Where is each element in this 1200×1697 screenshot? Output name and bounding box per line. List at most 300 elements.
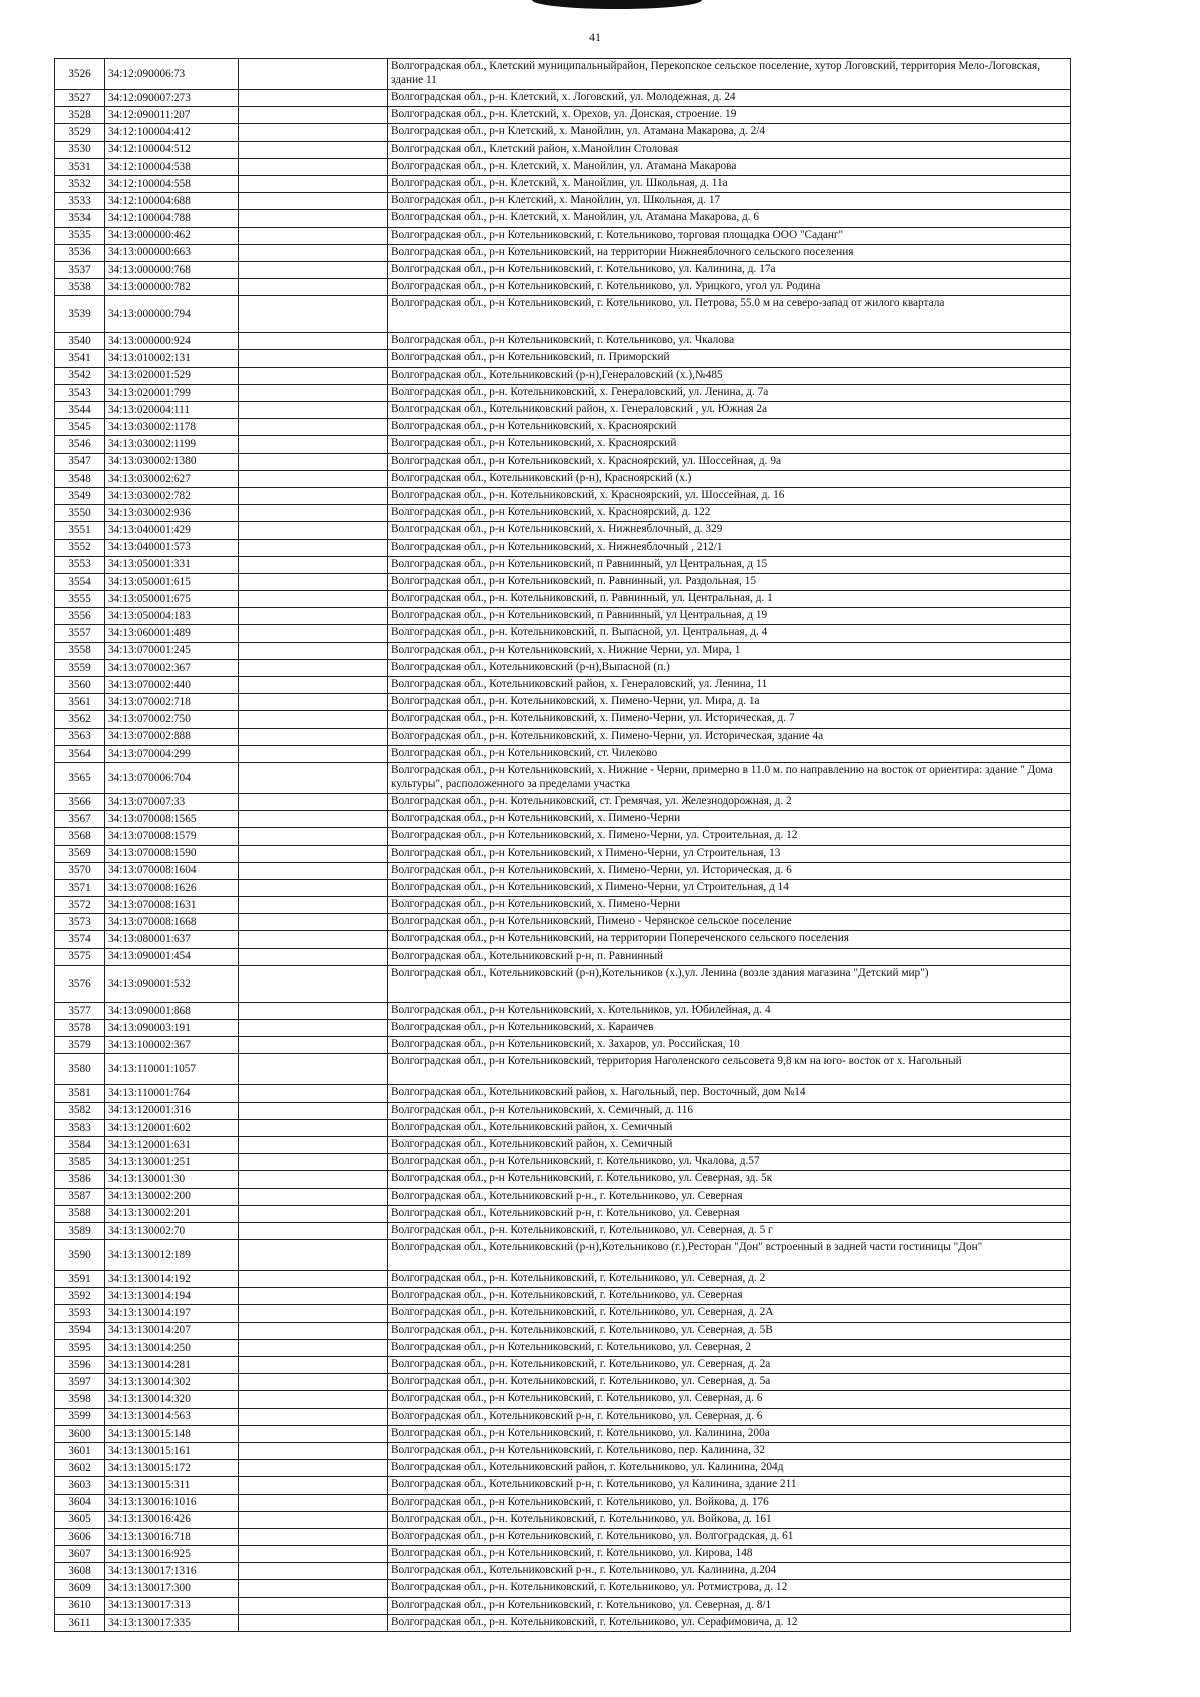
blank-cell — [239, 1442, 388, 1459]
row-number: 3540 — [55, 333, 105, 350]
address-cell: Волгоградская обл., Котельниковский р-н., г. Котельниково, ул. Северная — [388, 1188, 1071, 1205]
blank-cell — [239, 279, 388, 296]
row-number: 3606 — [55, 1528, 105, 1545]
cadastral-number: 34:13:020001:799 — [105, 384, 239, 401]
table-row — [55, 625, 1071, 642]
blank-cell — [239, 367, 388, 384]
table-row — [55, 556, 1071, 573]
address-cell: Волгоградская обл., р-н Котельниковский, г. Котельниково, ул. Петрова, 55.0 м на северо-запад от жилого квартала — [388, 296, 1071, 333]
address-cell: Волгоградская обл., р-н. Котельниковский, х. Пимено-Черни, ул. Мира, д. 1а — [388, 694, 1071, 711]
row-number: 3568 — [55, 828, 105, 845]
row-number: 3567 — [55, 811, 105, 828]
table-row — [55, 505, 1071, 522]
row-number: 3546 — [55, 436, 105, 453]
cadastral-number: 34:13:070008:1590 — [105, 845, 239, 862]
row-number: 3598 — [55, 1391, 105, 1408]
cadastral-number: 34:13:130016:1016 — [105, 1494, 239, 1511]
address-cell: Волгоградская обл., р-н Котельниковский, х. Пимено-Черни, ул. Историческая, д. 6 — [388, 862, 1071, 879]
cadastral-number: 34:13:030002:1178 — [105, 419, 239, 436]
cadastral-number: 34:13:010002:131 — [105, 350, 239, 367]
address-cell: Волгоградская обл., р-н. Котельниковский, г. Котельниково, ул. Северная, д. 5а — [388, 1374, 1071, 1391]
blank-cell — [239, 90, 388, 107]
table-row — [55, 711, 1071, 728]
cadastral-number: 34:13:130016:718 — [105, 1528, 239, 1545]
table-row — [55, 1614, 1071, 1631]
row-number: 3557 — [55, 625, 105, 642]
row-number: 3530 — [55, 141, 105, 158]
row-number: 3549 — [55, 487, 105, 504]
blank-cell — [239, 828, 388, 845]
address-cell: Волгоградская обл., Котельниковский р-н, г. Котельниково, ул Калинина, здание 211 — [388, 1477, 1071, 1494]
address-cell: Волгоградская обл., Котельниковский (р-н),Выпасной (п.) — [388, 659, 1071, 676]
cadastral-number: 34:13:130014:194 — [105, 1288, 239, 1305]
row-number: 3596 — [55, 1357, 105, 1374]
address-cell: Волгоградская обл., р-н. Котельниковский, п. Выпасной, ул. Центральная, д. 4 — [388, 625, 1071, 642]
address-cell: Волгоградская обл., р-н Котельниковский, х. Нижние Черни, ул. Мира, 1 — [388, 642, 1071, 659]
row-number: 3601 — [55, 1442, 105, 1459]
blank-cell — [239, 1288, 388, 1305]
address-cell: Волгоградская обл., Котельниковский р-н, п. Равнинный — [388, 948, 1071, 965]
row-number: 3526 — [55, 59, 105, 90]
table-row — [55, 1322, 1071, 1339]
cadastral-number: 34:13:020001:529 — [105, 367, 239, 384]
table-row — [55, 1425, 1071, 1442]
table-row — [55, 965, 1071, 1002]
cadastral-number: 34:13:130015:172 — [105, 1460, 239, 1477]
blank-cell — [239, 862, 388, 879]
address-cell: Волгоградская обл., р-н Котельниковский, ст. Чилеково — [388, 745, 1071, 762]
blank-cell — [239, 1002, 388, 1019]
blank-cell — [239, 965, 388, 1002]
blank-cell — [239, 453, 388, 470]
blank-cell — [239, 556, 388, 573]
cadastral-number: 34:13:130014:207 — [105, 1322, 239, 1339]
address-cell: Волгоградская обл., р-н Котельниковский, п Равнинный, ул Центральная, д 19 — [388, 608, 1071, 625]
table-row — [55, 1037, 1071, 1054]
table-row — [55, 828, 1071, 845]
address-cell: Волгоградская обл., р-н Котельниковский, на территории Попереченского сельского поселения — [388, 931, 1071, 948]
address-cell: Волгоградская обл., р-н. Котельниковский, ст. Гремячая, ул. Железнодорожная, д. 2 — [388, 793, 1071, 810]
address-cell: Волгоградская обл., р-н Котельниковский, г. Котельниково, торговая площадка ООО "Саданг" — [388, 227, 1071, 244]
address-cell: Волгоградская обл., р-н. Клетский, х. Манойлин, ул. Атамана Макарова, д. 6 — [388, 210, 1071, 227]
address-cell: Волгоградская обл., р-н Котельниковский, х Пимено-Черни, ул Строительная, д 14 — [388, 879, 1071, 896]
blank-cell — [239, 1511, 388, 1528]
cadastral-number: 34:13:120001:602 — [105, 1119, 239, 1136]
table-row — [55, 227, 1071, 244]
row-number: 3607 — [55, 1546, 105, 1563]
address-cell: Волгоградская обл., р-н Котельниковский, х. Нижние - Черни, примерно в 11.0 м. по направлению на восток от ориентира: здание " Дома культуры", расположенного за пределами участка — [388, 762, 1071, 793]
table-row — [55, 141, 1071, 158]
table-row — [55, 1085, 1071, 1102]
address-cell: Волгоградская обл., р-н Котельниковский, г. Котельниково, ул. Кирова, 148 — [388, 1546, 1071, 1563]
table-row — [55, 1188, 1071, 1205]
address-cell: Волгоградская обл., р-н Котельниковский, х. Красноярский, д. 122 — [388, 505, 1071, 522]
table-row — [55, 419, 1071, 436]
address-cell: Волгоградская обл., р-н Котельниковский, на территории Нижнеяблочного сельского поселения — [388, 244, 1071, 261]
row-number: 3610 — [55, 1597, 105, 1614]
address-cell: Волгоградская обл., р-н. Котельниковский, х. Красноярский, ул. Шоссейная, д. 16 — [388, 487, 1071, 504]
table-row — [55, 1240, 1071, 1271]
row-number: 3586 — [55, 1171, 105, 1188]
blank-cell — [239, 1322, 388, 1339]
address-cell: Волгоградская обл., Котельниковский р-н, г. Котельниково, ул. Северная — [388, 1205, 1071, 1222]
row-number: 3554 — [55, 573, 105, 590]
row-number: 3543 — [55, 384, 105, 401]
cadastral-number: 34:13:130014:563 — [105, 1408, 239, 1425]
cadastral-number: 34:13:070002:750 — [105, 711, 239, 728]
cadastral-number: 34:13:070007:33 — [105, 793, 239, 810]
address-cell: Волгоградская обл., р-н Котельниковский, г. Котельниково, ул. Чкалова, д.57 — [388, 1154, 1071, 1171]
blank-cell — [239, 227, 388, 244]
address-cell: Волгоградская обл., р-н. Котельниковский, г. Котельниково, ул. Войкова, д. 161 — [388, 1511, 1071, 1528]
row-number: 3548 — [55, 470, 105, 487]
address-cell: Волгоградская обл., р-н. Котельниковский, г. Котельниково, ул. Серафимовича, д. 12 — [388, 1614, 1071, 1631]
page-number: 41 — [589, 30, 601, 44]
address-cell: Волгоградская обл., р-н Котельниковский, х. Захаров, ул. Российская, 10 — [388, 1037, 1071, 1054]
blank-cell — [239, 677, 388, 694]
cadastral-number: 34:13:130016:426 — [105, 1511, 239, 1528]
blank-cell — [239, 1528, 388, 1545]
cadastral-number: 34:12:100004:538 — [105, 158, 239, 175]
row-number: 3537 — [55, 261, 105, 278]
table-row — [55, 1580, 1071, 1597]
row-number: 3553 — [55, 556, 105, 573]
table-row — [55, 487, 1071, 504]
row-number: 3556 — [55, 608, 105, 625]
table-row — [55, 677, 1071, 694]
cadastral-number: 34:13:130017:300 — [105, 1580, 239, 1597]
row-number: 3527 — [55, 90, 105, 107]
row-number: 3533 — [55, 193, 105, 210]
address-cell: Волгоградская обл., Котельниковский район, х. Семичный — [388, 1119, 1071, 1136]
blank-cell — [239, 762, 388, 793]
table-row — [55, 90, 1071, 107]
cadastral-number: 34:13:130002:70 — [105, 1222, 239, 1239]
cadastral-number: 34:13:050001:615 — [105, 573, 239, 590]
address-cell: Волгоградская обл., р-н. Котельниковский, г. Котельниково, ул. Северная, д. 2 — [388, 1271, 1071, 1288]
row-number: 3531 — [55, 158, 105, 175]
table-row — [55, 1339, 1071, 1356]
row-number: 3595 — [55, 1339, 105, 1356]
blank-cell — [239, 811, 388, 828]
table-row — [55, 436, 1071, 453]
cadastral-number: 34:13:050004:183 — [105, 608, 239, 625]
address-cell: Волгоградская обл., р-н. Клетский, х. Манойлин, ул. Школьная, д. 11а — [388, 175, 1071, 192]
row-number: 3603 — [55, 1477, 105, 1494]
table-row — [55, 1020, 1071, 1037]
cadastral-number: 34:13:110001:764 — [105, 1085, 239, 1102]
row-number: 3562 — [55, 711, 105, 728]
blank-cell — [239, 333, 388, 350]
table-row — [55, 914, 1071, 931]
cadastral-number: 34:13:060001:489 — [105, 625, 239, 642]
table-row — [55, 59, 1071, 90]
address-cell: Волгоградская обл., р-н. Котельниковский, х. Пимено-Черни, ул. Историческая, здание 4а — [388, 728, 1071, 745]
blank-cell — [239, 1374, 388, 1391]
blank-cell — [239, 402, 388, 419]
cadastral-number: 34:13:090003:191 — [105, 1020, 239, 1037]
cadastral-number: 34:13:070008:1579 — [105, 828, 239, 845]
table-row — [55, 608, 1071, 625]
address-cell: Волгоградская обл., р-н Котельниковский, г. Котельниково, пер. Калинина, 32 — [388, 1442, 1071, 1459]
cadastral-number: 34:13:070008:1604 — [105, 862, 239, 879]
row-number: 3532 — [55, 175, 105, 192]
table-row — [55, 279, 1071, 296]
cadastral-number: 34:13:050001:331 — [105, 556, 239, 573]
row-number: 3570 — [55, 862, 105, 879]
row-number: 3578 — [55, 1020, 105, 1037]
address-cell: Волгоградская обл., р-н Клетский, х. Манойлин, ул. Атамана Макарова, д. 2/4 — [388, 124, 1071, 141]
table-row — [55, 367, 1071, 384]
table-row — [55, 1528, 1071, 1545]
address-cell: Волгоградская обл., Котельниковский район, г. Котельниково, ул. Калинина, 204д — [388, 1460, 1071, 1477]
row-number: 3609 — [55, 1580, 105, 1597]
address-cell: Волгоградская обл., Котельниковский (р-н),Котельников (х.),ул. Ленина (возле здания магазина "Детский мир") — [388, 965, 1071, 1002]
row-number: 3575 — [55, 948, 105, 965]
row-number: 3605 — [55, 1511, 105, 1528]
blank-cell — [239, 694, 388, 711]
address-cell: Волгоградская обл., р-н Котельниковский, п. Равнинный, ул. Раздольная, 15 — [388, 573, 1071, 590]
row-number: 3561 — [55, 694, 105, 711]
row-number: 3574 — [55, 931, 105, 948]
address-cell: Волгоградская обл., Котельниковский район, х. Семичный — [388, 1136, 1071, 1153]
table-row — [55, 1288, 1071, 1305]
address-cell: Волгоградская обл., р-н Котельниковский, х. Красноярский — [388, 419, 1071, 436]
cadastral-number: 34:12:090011:207 — [105, 107, 239, 124]
address-cell: Волгоградская обл., р-н Котельниковский, х. Семичный, д. 116 — [388, 1102, 1071, 1119]
cadastral-number: 34:13:040001:429 — [105, 522, 239, 539]
cadastral-number: 34:13:030002:936 — [105, 505, 239, 522]
row-number: 3572 — [55, 897, 105, 914]
address-cell: Волгоградская обл., р-н Котельниковский, х Пимено-Черни, ул Строительная, 13 — [388, 845, 1071, 862]
row-number: 3584 — [55, 1136, 105, 1153]
blank-cell — [239, 1171, 388, 1188]
cadastral-number: 34:12:090006:73 — [105, 59, 239, 90]
cadastral-number: 34:12:100004:412 — [105, 124, 239, 141]
row-number: 3594 — [55, 1322, 105, 1339]
row-number: 3581 — [55, 1085, 105, 1102]
table-row — [55, 261, 1071, 278]
table-row — [55, 845, 1071, 862]
row-number: 3565 — [55, 762, 105, 793]
blank-cell — [239, 1477, 388, 1494]
cadastral-number: 34:13:130014:197 — [105, 1305, 239, 1322]
blank-cell — [239, 573, 388, 590]
blank-cell — [239, 591, 388, 608]
cadastral-number: 34:13:090001:454 — [105, 948, 239, 965]
table-row — [55, 1205, 1071, 1222]
address-cell: Волгоградская обл., р-н. Котельниковский, г. Котельниково, ул. Северная, д. 2а — [388, 1357, 1071, 1374]
cadastral-number: 34:13:130016:925 — [105, 1546, 239, 1563]
blank-cell — [239, 1271, 388, 1288]
cadastral-number: 34:13:070002:440 — [105, 677, 239, 694]
cadastral-number: 34:13:110001:1057 — [105, 1054, 239, 1085]
blank-cell — [239, 1085, 388, 1102]
address-cell: Волгоградская обл., Котельниковский (р-н), Красноярский (х.) — [388, 470, 1071, 487]
blank-cell — [239, 175, 388, 192]
row-number: 3528 — [55, 107, 105, 124]
cadastral-number: 34:13:070002:367 — [105, 659, 239, 676]
address-cell: Волгоградская обл., Котельниковский район, х. Нагольный, пер. Восточный, дом №14 — [388, 1085, 1071, 1102]
blank-cell — [239, 350, 388, 367]
blank-cell — [239, 1305, 388, 1322]
blank-cell — [239, 728, 388, 745]
table-row — [55, 1357, 1071, 1374]
table-row — [55, 1102, 1071, 1119]
blank-cell — [239, 487, 388, 504]
address-cell: Волгоградская обл., р-н. Клетский, х. Логовский, ул. Молодежная, д. 24 — [388, 90, 1071, 107]
table-row — [55, 728, 1071, 745]
table-row — [55, 1222, 1071, 1239]
row-number: 3592 — [55, 1288, 105, 1305]
cadastral-number: 34:13:000000:924 — [105, 333, 239, 350]
blank-cell — [239, 210, 388, 227]
table-row — [55, 107, 1071, 124]
cadastral-number: 34:13:130014:192 — [105, 1271, 239, 1288]
row-number: 3541 — [55, 350, 105, 367]
blank-cell — [239, 1136, 388, 1153]
row-number: 3577 — [55, 1002, 105, 1019]
cadastral-number: 34:13:070002:888 — [105, 728, 239, 745]
address-cell: Волгоградская обл., р-н. Котельниковский, г. Котельниково, ул. Северная, д. 2А — [388, 1305, 1071, 1322]
address-cell: Волгоградская обл., р-н. Котельниковский, х. Пимено-Черни, ул. Историческая, д. 7 — [388, 711, 1071, 728]
row-number: 3560 — [55, 677, 105, 694]
blank-cell — [239, 296, 388, 333]
table-row — [55, 350, 1071, 367]
cadastral-number: 34:13:030002:627 — [105, 470, 239, 487]
blank-cell — [239, 436, 388, 453]
address-cell: Волгоградская обл., р-н. Котельниковский, п. Равнинный, ул. Центральная, д. 1 — [388, 591, 1071, 608]
cadastral-number: 34:13:130014:250 — [105, 1339, 239, 1356]
table-row — [55, 879, 1071, 896]
table-row — [55, 811, 1071, 828]
blank-cell — [239, 1494, 388, 1511]
blank-cell — [239, 608, 388, 625]
blank-cell — [239, 193, 388, 210]
cadastral-number: 34:12:100004:512 — [105, 141, 239, 158]
cadastral-number: 34:13:000000:462 — [105, 227, 239, 244]
address-cell: Волгоградская обл., р-н Котельниковский, п. Приморский — [388, 350, 1071, 367]
registry-table — [54, 58, 1071, 1632]
blank-cell — [239, 745, 388, 762]
table-row — [55, 210, 1071, 227]
row-number: 3587 — [55, 1188, 105, 1205]
table-row — [55, 1136, 1071, 1153]
row-number: 3552 — [55, 539, 105, 556]
row-number: 3542 — [55, 367, 105, 384]
row-number: 3597 — [55, 1374, 105, 1391]
row-number: 3539 — [55, 296, 105, 333]
table-row — [55, 124, 1071, 141]
table-row — [55, 1271, 1071, 1288]
cadastral-number: 34:13:070006:704 — [105, 762, 239, 793]
row-number: 3583 — [55, 1119, 105, 1136]
address-cell: Волгоградская обл., р-н Котельниковский, г. Котельниково, ул. Калинина, д. 17а — [388, 261, 1071, 278]
blank-cell — [239, 1357, 388, 1374]
cadastral-number: 34:12:090007:273 — [105, 90, 239, 107]
table-row — [55, 1154, 1071, 1171]
cadastral-number: 34:13:090001:868 — [105, 1002, 239, 1019]
blank-cell — [239, 1408, 388, 1425]
address-cell: Волгоградская обл., р-н Котельниковский, г. Котельниково, ул. Калинина, 200а — [388, 1425, 1071, 1442]
blank-cell — [239, 659, 388, 676]
address-cell: Волгоградская обл., р-н Котельниковский, х. Красноярский — [388, 436, 1071, 453]
cadastral-number: 34:13:130001:251 — [105, 1154, 239, 1171]
address-cell: Волгоградская обл., р-н. Котельниковский, г. Котельниково, ул. Северная, д. 5В — [388, 1322, 1071, 1339]
table-row — [55, 470, 1071, 487]
blank-cell — [239, 1391, 388, 1408]
table-row — [55, 333, 1071, 350]
table-row — [55, 539, 1071, 556]
cadastral-number: 34:13:030002:782 — [105, 487, 239, 504]
blank-cell — [239, 1425, 388, 1442]
row-number: 3589 — [55, 1222, 105, 1239]
table-row — [55, 931, 1071, 948]
table-row — [55, 642, 1071, 659]
row-number: 3580 — [55, 1054, 105, 1085]
address-cell: Волгоградская обл., Клетский район, х.Манойлин Столовая — [388, 141, 1071, 158]
table-row — [55, 659, 1071, 676]
blank-cell — [239, 931, 388, 948]
row-number: 3534 — [55, 210, 105, 227]
row-number: 3604 — [55, 1494, 105, 1511]
blank-cell — [239, 1119, 388, 1136]
row-number: 3569 — [55, 845, 105, 862]
address-cell: Волгоградская обл., р-н Котельниковский, г. Котельниково, ул. Войкова, д. 176 — [388, 1494, 1071, 1511]
cadastral-number: 34:13:130014:302 — [105, 1374, 239, 1391]
blank-cell — [239, 1563, 388, 1580]
cadastral-number: 34:13:070008:1626 — [105, 879, 239, 896]
address-cell: Волгоградская обл., Котельниковский (р-н),Котельниково (г.),Ресторан "Дон" встроенный в задней части гостиницы "Дон" — [388, 1240, 1071, 1271]
address-cell: Волгоградская обл., р-н Котельниковский, х. Котельников, ул. Юбилейная, д. 4 — [388, 1002, 1071, 1019]
cadastral-number: 34:13:130015:311 — [105, 1477, 239, 1494]
cadastral-number: 34:13:070008:1668 — [105, 914, 239, 931]
address-cell: Волгоградская обл., р-н Котельниковский, х. Нижнеяблочный , 212/1 — [388, 539, 1071, 556]
table-row — [55, 1442, 1071, 1459]
table-row — [55, 1171, 1071, 1188]
table-row — [55, 1511, 1071, 1528]
table-row — [55, 453, 1071, 470]
table-row — [55, 1305, 1071, 1322]
address-cell: Волгоградская обл., р-н Котельниковский, г. Котельниково, ул. Урицкого, угол ул. Родина — [388, 279, 1071, 296]
cadastral-number: 34:13:130002:201 — [105, 1205, 239, 1222]
table-row — [55, 1054, 1071, 1085]
row-number: 3591 — [55, 1271, 105, 1288]
blank-cell — [239, 1597, 388, 1614]
address-cell: Волгоградская обл., Котельниковский (р-н),Генераловский (х.),№485 — [388, 367, 1071, 384]
cadastral-number: 34:13:130002:200 — [105, 1188, 239, 1205]
address-cell: Волгоградская обл., р-н. Котельниковский, г. Котельниково, ул. Северная — [388, 1288, 1071, 1305]
table-row — [55, 1563, 1071, 1580]
address-cell: Волгоградская обл., р-н Котельниковский, х. Нижнеяблочный, д. 329 — [388, 522, 1071, 539]
blank-cell — [239, 384, 388, 401]
row-number: 3588 — [55, 1205, 105, 1222]
address-cell: Волгоградская обл., р-н Котельниковский, х. Красноярский, ул. Шоссейная, д. 9а — [388, 453, 1071, 470]
address-cell: Волгоградская обл., р-н Котельниковский, г. Котельниково, ул. Волгоградская, д. 61 — [388, 1528, 1071, 1545]
cadastral-number: 34:13:130014:320 — [105, 1391, 239, 1408]
table-row — [55, 402, 1071, 419]
cadastral-number: 34:13:090001:532 — [105, 965, 239, 1002]
address-cell: Волгоградская обл., р-н. Котельниковский, х. Генераловский, ул. Ленина, д. 7а — [388, 384, 1071, 401]
blank-cell — [239, 1580, 388, 1597]
row-number: 3544 — [55, 402, 105, 419]
cadastral-number: 34:13:050001:675 — [105, 591, 239, 608]
table-row — [55, 762, 1071, 793]
blank-cell — [239, 1205, 388, 1222]
address-cell: Волгоградская обл., р-н Котельниковский, территория Наголенского сельсовета 9,8 км на юго- восток от х. Нагольный — [388, 1054, 1071, 1085]
address-cell: Волгоградская обл., р-н Котельниковский, г. Котельниково, ул. Северная, зд. 5к — [388, 1171, 1071, 1188]
table-row — [55, 296, 1071, 333]
